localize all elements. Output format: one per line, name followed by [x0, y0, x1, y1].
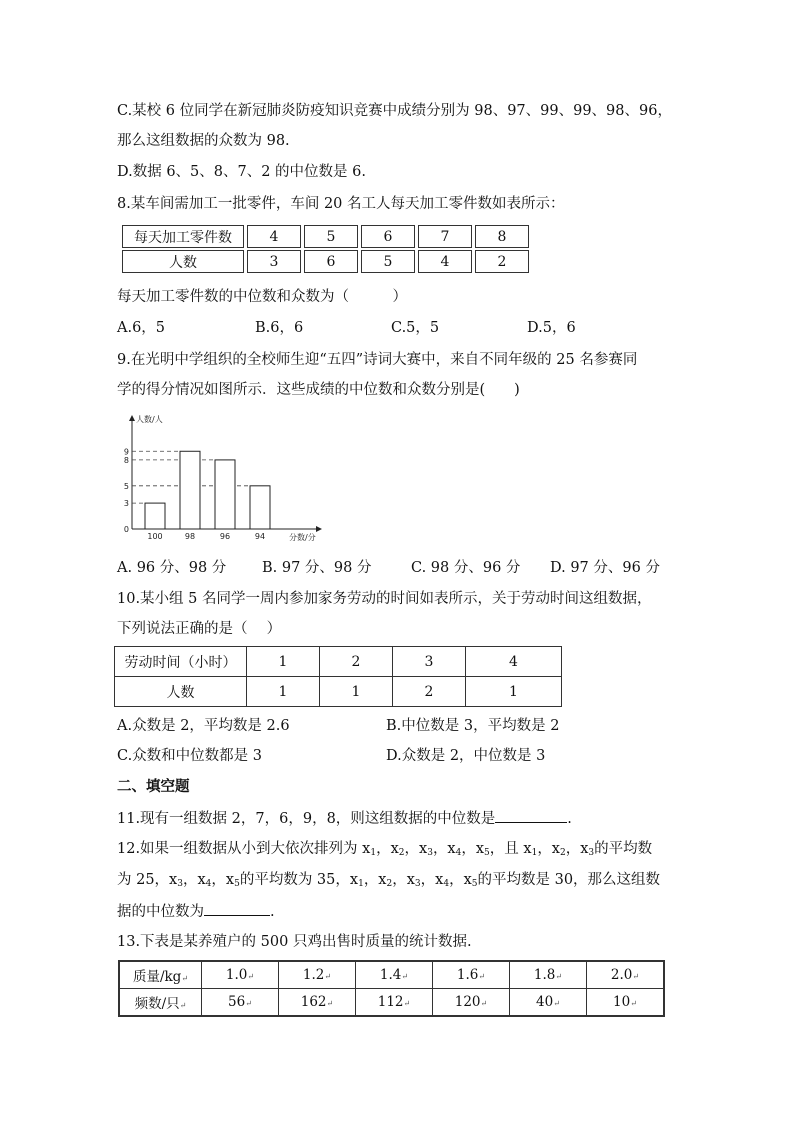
q12-text: ，x [182, 872, 206, 888]
table-cell [587, 961, 665, 989]
table-header-cell: 每天加工零件数 [122, 225, 244, 248]
q12-text: ，且 x [489, 841, 532, 857]
table-header-cell: 劳动时间（小时） [115, 647, 247, 677]
cell-text: 162 [300, 994, 327, 1010]
q7-option-c-line2: 那么这组数据的众数为 98. [117, 133, 290, 149]
table-header-cell: 人数 [122, 250, 244, 273]
q8-option-a: A.6，5 [117, 320, 166, 336]
q8-option-d: D.5，6 [527, 320, 576, 336]
table-cell: 1 [320, 677, 393, 707]
q12-text: ，x [404, 841, 428, 857]
table-cell [587, 989, 665, 1017]
table-row [115, 647, 562, 677]
paragraph-mark: ↵ [324, 972, 332, 981]
q12-text: 据的中位数为 [117, 904, 204, 920]
paragraph-mark: ↵ [181, 974, 189, 983]
table-cell [510, 961, 587, 989]
table-cell: 1 [247, 647, 320, 677]
cell-text: 1.8 [533, 967, 556, 983]
q12-line3 [117, 901, 275, 922]
q12-text: 12.如果一组数据从小到大依次排列为 x [117, 841, 371, 857]
table-row [122, 250, 529, 273]
q12-text: ，x [461, 841, 485, 857]
subscript: 1 [370, 848, 377, 858]
x-tick-label: 100 [147, 532, 163, 541]
cell-text: 质量/kg [132, 969, 182, 985]
q9-bar-chart [117, 412, 327, 546]
q9-stem-line2: 学的得分情况如图所示．这些成绩的中位数和众数分别是( ) [117, 382, 520, 398]
bar-100 [145, 503, 165, 529]
q9-stem-line1: 9.在光明中学组织的全校师生迎“五四”诗词大赛中，来自不同年级的 25 名参赛同 [117, 352, 638, 368]
q12-text: ，x [211, 872, 235, 888]
q12-text: 的平均数是 30，那么这组数 [477, 872, 661, 888]
table-cell [356, 989, 433, 1017]
q12-text: 的平均数 [594, 841, 653, 857]
subscript: 5 [234, 879, 240, 889]
cell-text: 2.0 [610, 967, 633, 983]
cell-text: 10 [613, 994, 631, 1010]
subscript: 2 [386, 879, 393, 889]
x-tick-label: 98 [184, 532, 196, 541]
subscript: 1 [358, 879, 364, 889]
paragraph-mark: ↵ [247, 972, 255, 981]
q9-option-c: C. 98 分、96 分 [411, 560, 521, 576]
table-row [122, 225, 529, 248]
q12-text: ，x [537, 841, 560, 857]
q10-stem-line2: 下列说法正确的是（ ） [117, 621, 282, 637]
q12-text: 的平均数为 35，x [239, 872, 359, 888]
subscript: 3 [427, 848, 433, 858]
table-cell [279, 989, 356, 1017]
subscript: 5 [484, 848, 490, 858]
y-tick-label: 5 [123, 481, 129, 491]
q12-line1 [117, 839, 652, 863]
q12-end: . [270, 904, 275, 920]
table-cell: 8 [475, 225, 529, 248]
cell-text: 1.0 [225, 967, 248, 983]
table-cell [433, 989, 510, 1017]
q11-end: . [567, 811, 572, 827]
q13-stem: 13.下表是某养殖户的 500 只鸡出售时质量的统计数据. [117, 934, 472, 950]
q12-text: ，x [392, 872, 415, 888]
cell-text: 120 [454, 994, 481, 1010]
y-axis-label: 人数/人 [136, 415, 163, 424]
q8-question: 每天加工零件数的中位数和众数为（ ） [117, 289, 407, 305]
cell-text: 1.6 [456, 967, 479, 983]
paragraph-mark: ↵ [555, 972, 563, 981]
subscript: 2 [560, 848, 566, 858]
subscript: 5 [471, 879, 478, 889]
subscript: 4 [455, 848, 462, 858]
q9-option-d: D. 97 分、96 分 [550, 560, 660, 576]
section-title: 二、填空题 [117, 779, 190, 795]
table-header-cell [119, 989, 202, 1017]
q11 [117, 808, 572, 829]
q12-line2 [117, 870, 660, 894]
table-cell: 6 [361, 225, 415, 248]
q9-option-b: B. 97 分、98 分 [262, 560, 372, 576]
q12-text: ，x [432, 841, 456, 857]
x-axis-label: 分数/分 [289, 533, 316, 542]
table-cell: 4 [247, 225, 301, 248]
cell-text: 40 [536, 994, 554, 1010]
table-header-cell [119, 961, 202, 989]
paragraph-mark: ↵ [401, 972, 409, 981]
paragraph-mark: ↵ [326, 999, 334, 1008]
q8-option-c: C.5，5 [391, 320, 440, 336]
y-tick-label: 0 [123, 525, 129, 534]
paragraph-mark: ↵ [632, 972, 640, 981]
q12-text: ，x [363, 872, 387, 888]
cell-text: 频数/只 [134, 996, 180, 1012]
q12-text: 为 25，x [117, 872, 178, 888]
q12-answer-blank[interactable] [204, 901, 270, 916]
table-cell: 5 [361, 250, 415, 273]
x-tick-label: 94 [254, 532, 266, 541]
cell-text: 56 [228, 994, 246, 1010]
paragraph-mark: ↵ [478, 972, 486, 981]
q9-option-a: A. 96 分、98 分 [117, 560, 227, 576]
q10-stem-line1: 10.某小组 5 名同学一周内参加家务劳动的时间如表所示，关于劳动时间这组数据， [117, 591, 652, 607]
table-cell [433, 961, 510, 989]
table-header-cell: 人数 [115, 677, 247, 707]
paragraph-mark: ↵ [179, 1001, 187, 1010]
table-cell [510, 989, 587, 1017]
subscript: 1 [531, 848, 538, 858]
bar-94 [250, 486, 270, 529]
x-tick-label: 96 [219, 532, 231, 541]
bar-96 [215, 460, 235, 529]
q10-table [114, 646, 562, 707]
subscript: 3 [588, 848, 595, 858]
q10-option-b: B.中位数是 3，平均数是 2 [386, 718, 560, 734]
table-cell: 2 [475, 250, 529, 273]
y-tick-label: 3 [123, 499, 129, 509]
subscript: 4 [205, 879, 212, 889]
cell-text: 1.4 [379, 967, 402, 983]
q8-table [119, 223, 532, 275]
subscript: 2 [398, 848, 405, 858]
q12-text: ，x [420, 872, 444, 888]
q10-option-c: C.众数和中位数都是 3 [117, 748, 263, 764]
table-cell [356, 961, 433, 989]
y-tick-label: 9 [123, 447, 129, 457]
table-cell: 2 [320, 647, 393, 677]
table-cell [202, 961, 279, 989]
q12-text: ，x [376, 841, 399, 857]
q11-text: 11.现有一组数据 2，7，6，9，8，则这组数据的中位数是 [117, 811, 496, 827]
table-cell: 4 [466, 647, 562, 677]
subscript: 3 [177, 879, 183, 889]
table-cell: 3 [247, 250, 301, 273]
table-cell: 1 [247, 677, 320, 707]
q13-table [118, 960, 665, 1017]
q7-option-c-line1: C.某校 6 位同学在新冠肺炎防疫知识竞赛中成绩分别为 98、97、99、99、98、96， [117, 103, 672, 119]
cell-text: 112 [377, 994, 404, 1010]
table-row [115, 677, 562, 707]
table-cell: 7 [418, 225, 472, 248]
bar-98 [180, 451, 200, 529]
table-cell: 5 [304, 225, 358, 248]
q12-text: ，x [449, 872, 472, 888]
table-cell: 6 [304, 250, 358, 273]
q7-option-d: D.数据 6、5、8、7、2 的中位数是 6. [117, 164, 367, 180]
q8-stem: 8.某车间需加工一批零件，车间 20 名工人每天加工零件数如表所示： [117, 196, 565, 212]
table-cell [202, 989, 279, 1017]
y-tick-label: 8 [123, 455, 129, 465]
q10-option-a: A.众数是 2，平均数是 2.6 [117, 718, 290, 734]
subscript: 4 [443, 879, 450, 889]
q12-text: ，x [565, 841, 589, 857]
paragraph-mark: ↵ [245, 999, 252, 1008]
table-cell: 2 [393, 677, 466, 707]
table-row [119, 961, 664, 989]
q8-option-b: B.6，6 [255, 320, 304, 336]
paragraph-mark: ↵ [630, 999, 637, 1008]
paragraph-mark: ↵ [480, 999, 488, 1008]
table-cell: 3 [393, 647, 466, 677]
table-cell [279, 961, 356, 989]
subscript: 3 [414, 879, 421, 889]
q11-answer-blank[interactable] [495, 808, 567, 823]
q10-option-d: D.众数是 2，中位数是 3 [386, 748, 546, 764]
table-cell: 4 [418, 250, 472, 273]
cell-text: 1.2 [302, 967, 325, 983]
paragraph-mark: ↵ [403, 999, 411, 1008]
paragraph-mark: ↵ [553, 999, 560, 1008]
table-row [119, 989, 664, 1017]
table-cell: 1 [466, 677, 562, 707]
